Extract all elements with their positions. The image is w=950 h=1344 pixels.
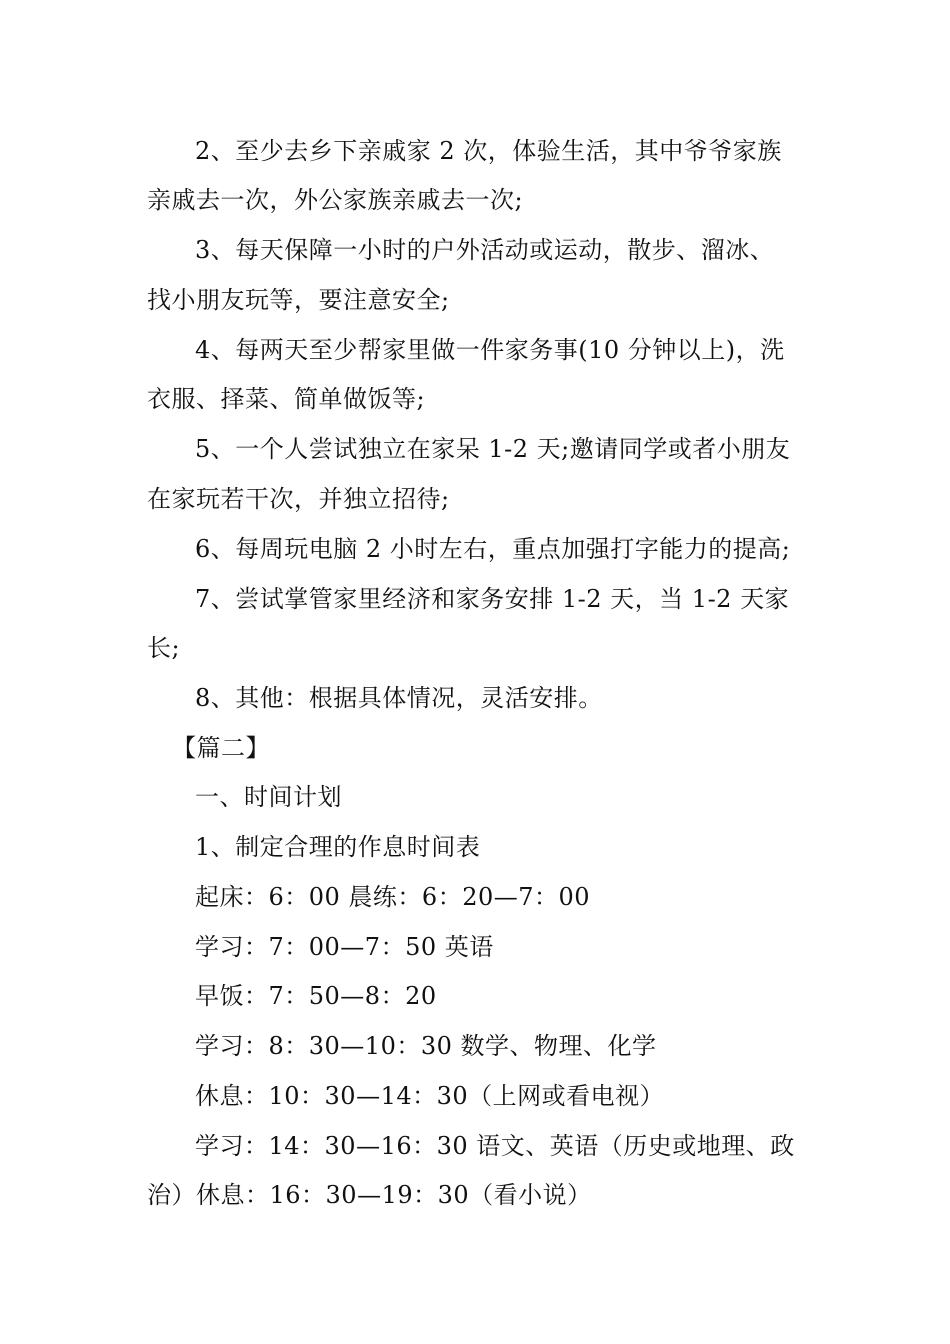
list-item-7-line-1: 7、尝试掌管家里经济和家务安排 1-2 天，当 1-2 天家 bbox=[195, 585, 790, 613]
list-item-7-line-2: 长; bbox=[147, 634, 181, 662]
list-item-4-line-1: 4、每两天至少帮家里做一件家务事(10 分钟以上)，洗 bbox=[195, 336, 785, 364]
schedule-title: 1、制定合理的作息时间表 bbox=[195, 833, 481, 861]
schedule-entry-study-language-line-1: 学习：14：30—16：30 语文、英语（历史或地理、政 bbox=[195, 1132, 795, 1160]
list-item-2-line-1: 2、至少去乡下亲戚家 2 次，体验生活，其中爷爷家族 bbox=[195, 137, 782, 165]
list-item-3-line-1: 3、每天保障一小时的户外活动或运动，散步、溜冰、 bbox=[195, 236, 775, 264]
schedule-entry-breakfast: 早饭：7：50—8：20 bbox=[195, 982, 437, 1010]
schedule-entry-wake: 起床：6：00 晨练：6：20—7：00 bbox=[195, 883, 591, 911]
list-item-5-line-1: 5、一个人尝试独立在家呆 1-2 天;邀请同学或者小朋友 bbox=[195, 435, 791, 463]
schedule-entry-study-language-line-2: 治）休息：16：30—19：30（看小说） bbox=[147, 1181, 592, 1209]
list-item-4-line-2: 衣服、择菜、简单做饭等; bbox=[147, 385, 426, 413]
schedule-entry-study-english: 学习：7：00—7：50 英语 bbox=[195, 933, 494, 961]
schedule-entry-rest: 休息：10：30—14：30（上网或看电视） bbox=[195, 1082, 665, 1110]
schedule-entry-study-science: 学习：8：30—10：30 数学、物理、化学 bbox=[195, 1032, 657, 1060]
list-item-5-line-2: 在家玩若干次，并独立招待; bbox=[147, 485, 450, 513]
list-item-8-line-1: 8、其他：根据具体情况，灵活安排。 bbox=[195, 684, 603, 712]
list-item-3-line-2: 找小朋友玩等，要注意安全; bbox=[147, 286, 450, 314]
subsection-title: 一、时间计划 bbox=[195, 783, 342, 811]
list-item-2-line-2: 亲戚去一次，外公家族亲戚去一次; bbox=[147, 186, 524, 214]
list-item-6-line-1: 6、每周玩电脑 2 小时左右，重点加强打字能力的提高; bbox=[195, 535, 791, 563]
section-title: 【篇二】 bbox=[172, 734, 270, 762]
